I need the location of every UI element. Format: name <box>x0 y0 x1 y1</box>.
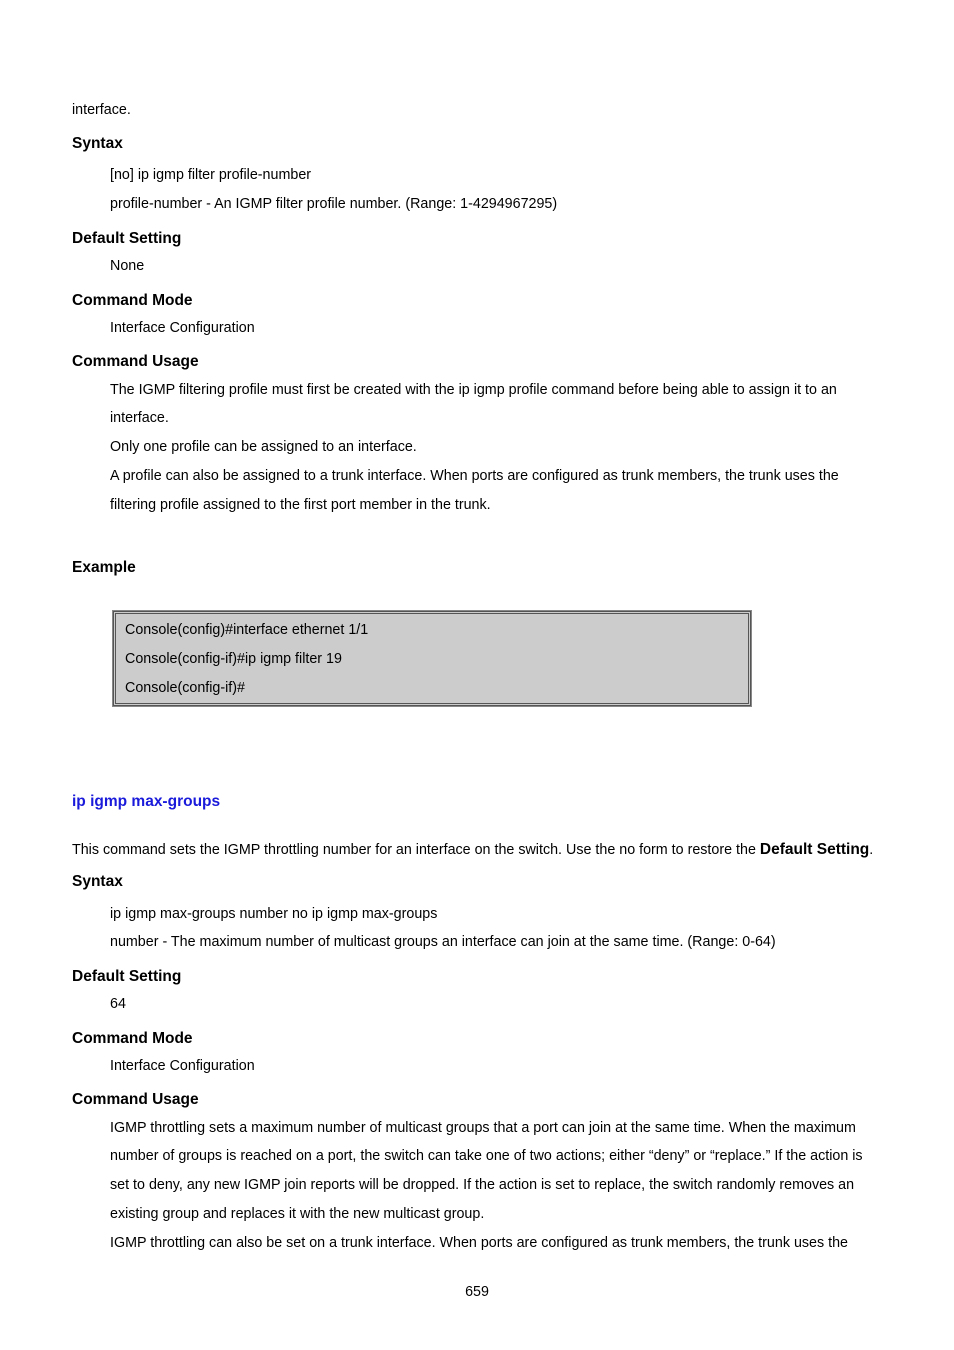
usage-line: existing group and replaces it with the new multicast group. <box>110 1206 485 1222</box>
command-description <box>72 841 873 859</box>
command-mode-heading: Command Mode <box>72 292 193 309</box>
syntax-line: [no] ip igmp filter profile-number <box>110 167 312 183</box>
syntax-param: number - The maximum number of multicast groups an interface can join at the same time. (Range: 0-64) <box>110 934 776 950</box>
usage-line: number of groups is reached on a port, the switch can take one of two actions; either “deny” or “replace.” If the action is <box>110 1148 863 1164</box>
command-mode-value: Interface Configuration <box>110 320 255 336</box>
page-number: 659 <box>465 1284 489 1300</box>
description-text: This command sets the IGMP throttling number for an interface on the switch. Use the no form to restore the <box>72 842 760 858</box>
usage-line: IGMP throttling can also be set on a trunk interface. When ports are configured as trunk members, the trunk uses the <box>110 1235 848 1251</box>
usage-line: set to deny, any new IGMP join reports will be dropped. If the action is set to replace, the switch randomly removes an <box>110 1177 855 1193</box>
usage-line: interface. <box>110 410 169 426</box>
command-usage-heading: Command Usage <box>72 1091 199 1108</box>
description-bold: Default Setting <box>759 841 870 858</box>
console-line: Console(config)#interface ethernet 1/1 <box>125 622 369 638</box>
syntax-line: ip igmp max-groups number no ip igmp max-groups <box>110 906 438 922</box>
default-setting-value: 64 <box>110 996 126 1012</box>
usage-line: filtering profile assigned to the first port member in the trunk. <box>110 497 491 513</box>
default-setting-heading: Default Setting <box>72 968 182 985</box>
command-mode-heading: Command Mode <box>72 1030 193 1047</box>
syntax-param: profile-number - An IGMP filter profile number. (Range: 1-4294967295) <box>110 196 558 212</box>
command-usage-heading: Command Usage <box>72 353 199 370</box>
syntax-heading: Syntax <box>72 135 123 152</box>
console-example-box <box>113 611 751 706</box>
default-setting-value: None <box>110 258 145 274</box>
intro-tail: interface. <box>72 102 131 118</box>
command-mode-value: Interface Configuration <box>110 1058 255 1074</box>
console-line: Console(config-if)# <box>125 680 245 696</box>
usage-line: A profile can also be assigned to a trunk interface. When ports are configured as trunk members, the trunk uses the <box>110 468 839 484</box>
description-end: . <box>869 842 874 858</box>
usage-line: The IGMP filtering profile must first be created with the ip igmp profile command before being able to assign it to an <box>110 382 837 398</box>
console-line: Console(config-if)#ip igmp filter 19 <box>125 651 342 667</box>
syntax-heading: Syntax <box>72 873 123 890</box>
example-heading: Example <box>72 559 136 576</box>
default-setting-heading: Default Setting <box>72 230 182 247</box>
usage-line: IGMP throttling sets a maximum number of multicast groups that a port can join at the same time. When the maximum <box>110 1120 856 1136</box>
command-title: ip igmp max-groups <box>72 793 221 810</box>
usage-line: Only one profile can be assigned to an interface. <box>110 439 417 455</box>
